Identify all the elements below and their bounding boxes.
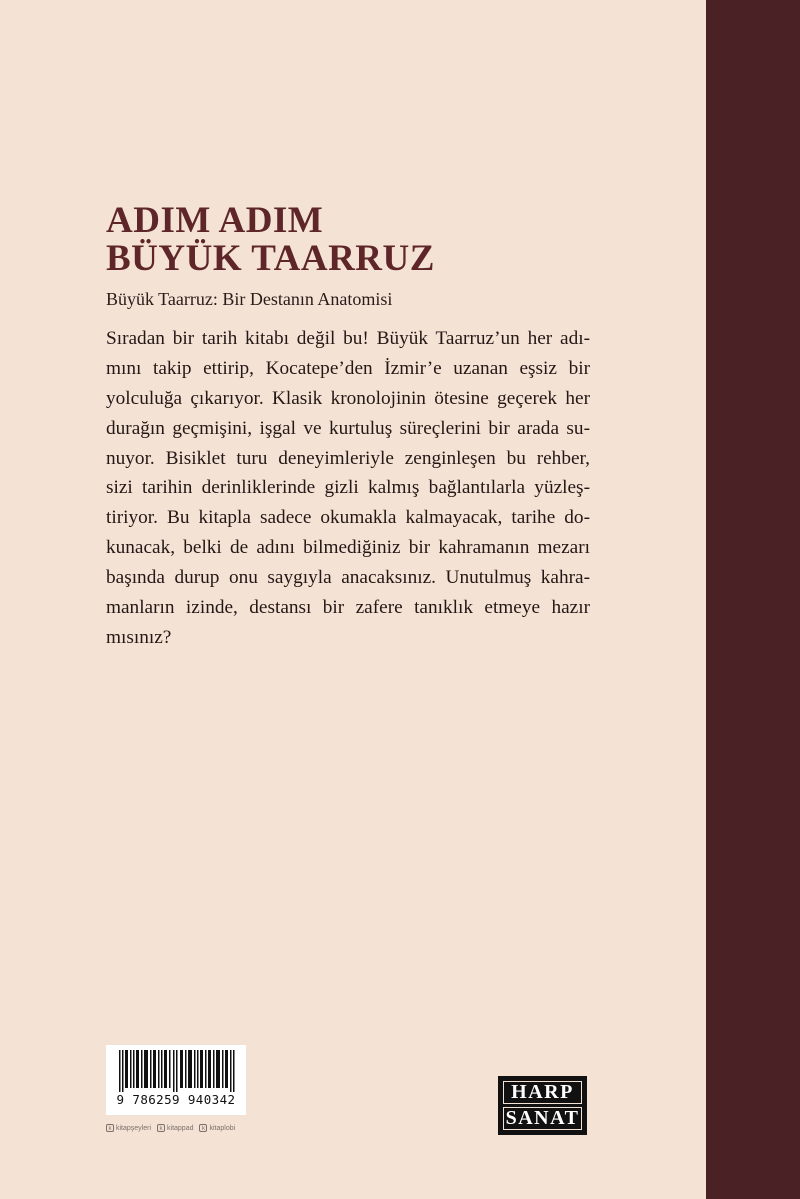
blurb-line: sizi tarihin derinliklerinde gizli kalmış bağlantılarla yüzleş- [106,477,590,499]
partner-k-icon: k [199,1124,207,1132]
publisher-logo [498,1076,587,1135]
blurb-line: Sıradan bir tarih kitabı değil bu! Büyük Taarruz’un her adı- [106,328,590,349]
partner-logo [157,1124,193,1132]
spine-band [706,0,800,1199]
title-line-2: BÜYÜK TAARRUZ [106,238,435,279]
isbn-barcode [106,1045,246,1115]
partner-logos [106,1121,256,1135]
partner-k-icon: k [157,1124,165,1132]
partner-name: kitappad [167,1124,194,1132]
blurb-line: kunacak, belki de adını bilmediğiniz bir kahramanın mezarı [106,537,590,559]
partner-logo [106,1124,151,1132]
blurb-line: yolculuğa çıkarıyor. Klasik kronolojinin ötesine geçerek her [106,387,590,409]
isbn-number: 9 786259 940342 [116,1092,236,1107]
title-line-1: ADIM ADIM [106,200,324,241]
blurb-line: nuyor. Bisiklet turu deneyimleriyle zenginleşen bu rehber, [106,447,590,469]
publisher-logo-line-1: HARP [503,1081,582,1104]
book-title [106,202,526,278]
partner-name: kitaplobi [209,1124,236,1132]
blurb-line: başında durup onu saygıyla anacaksınız. Unutulmuş kahra- [106,567,590,589]
book-subtitle: Büyük Taarruz: Bir Destanın Anatomisi [106,289,393,309]
blurb-line: mısınız? [106,626,172,648]
blurb-line: durağın geçmişini, işgal ve kurtuluş süreçlerini bir arada su- [106,417,590,439]
publisher-logo-line-2: SANAT [503,1107,582,1130]
blurb-line: manların izinde, destansı bir zafere tanıklık etmeye hazır [106,597,590,619]
blurb-line: mını takip ettirip, Kocatepe’den İzmir’e uzanan eşsiz bir [106,357,590,379]
partner-k-icon: k [106,1124,114,1132]
blurb-line: tiriyor. Bu kitapla sadece okumakla kalmayacak, tarihe do- [106,507,590,529]
partner-name: kitapşeyleri [116,1124,152,1132]
partner-logo [199,1124,235,1132]
barcode-bars [111,1050,241,1092]
back-cover-blurb [106,324,590,653]
